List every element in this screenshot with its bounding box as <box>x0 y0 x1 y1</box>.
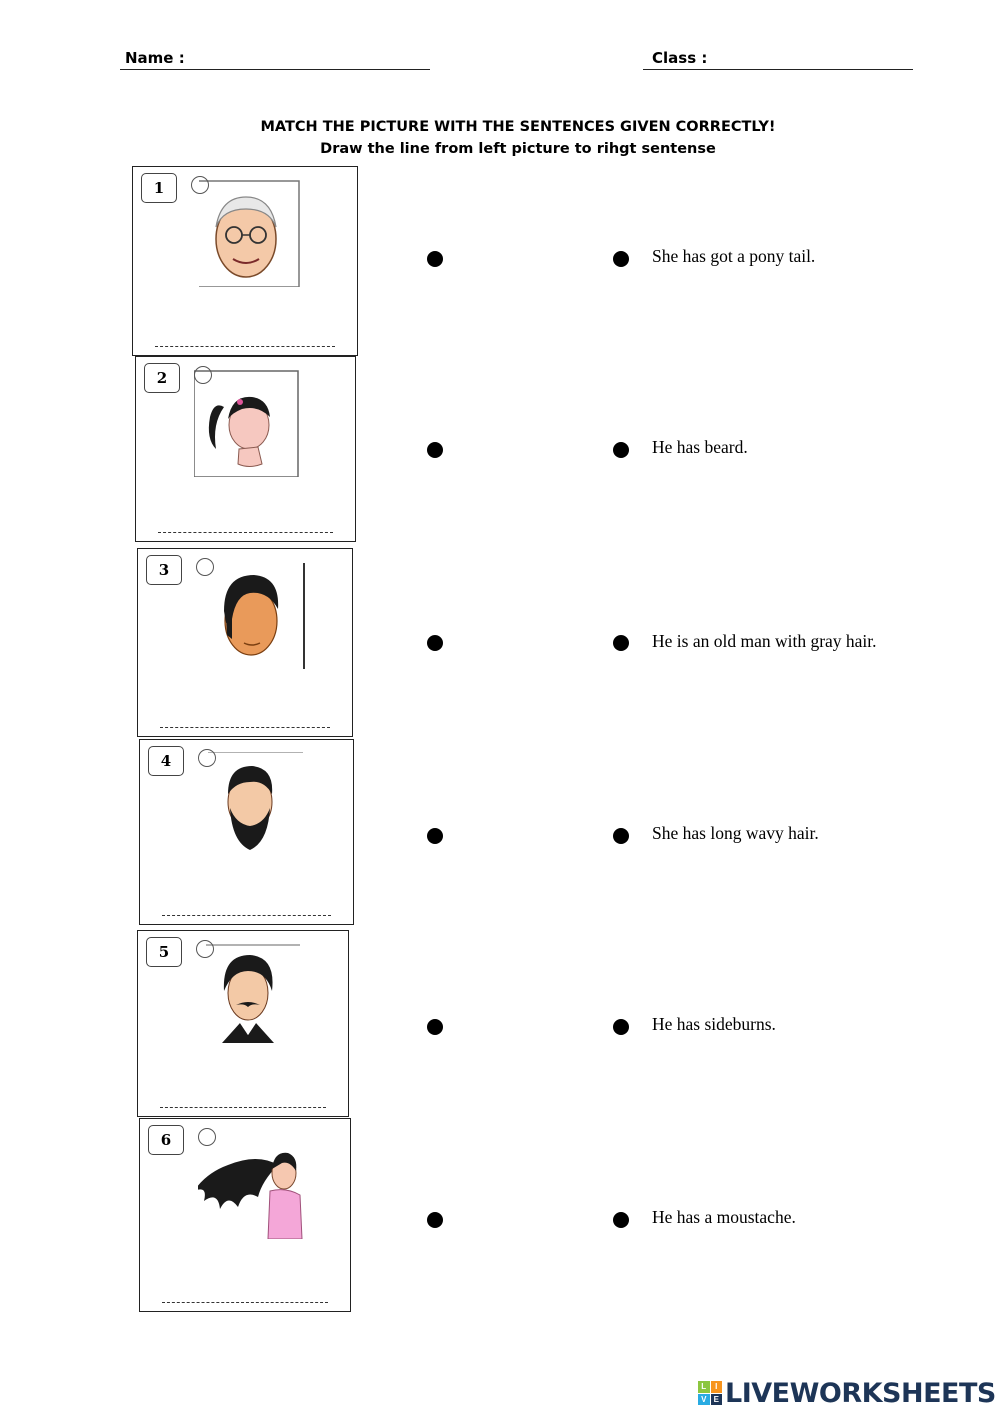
right-match-dot-6[interactable] <box>613 1212 629 1228</box>
picture-card-5 <box>137 930 349 1117</box>
sentence-3: He is an old man with gray hair. <box>652 631 877 651</box>
sentence-1: She has got a pony tail. <box>652 246 816 266</box>
answer-circle[interactable] <box>191 176 209 194</box>
right-match-dot-5[interactable] <box>613 1019 629 1035</box>
answer-blank[interactable] <box>155 346 335 347</box>
left-match-dot-5[interactable] <box>427 1019 443 1035</box>
picture-number: 5 <box>146 937 182 967</box>
instruction-subtitle: Draw the line from left picture to rihgt sentense <box>320 141 716 157</box>
right-match-dot-3[interactable] <box>613 635 629 651</box>
left-match-dot-6[interactable] <box>427 1212 443 1228</box>
picture-number: 1 <box>141 173 177 203</box>
sentence-6: He has a moustache. <box>652 1207 796 1227</box>
left-match-dot-4[interactable] <box>427 828 443 844</box>
answer-blank[interactable] <box>162 915 331 916</box>
left-match-dot-1[interactable] <box>427 251 443 267</box>
name-field[interactable] <box>120 69 430 70</box>
answer-blank[interactable] <box>162 1302 328 1303</box>
liveworksheets-mark-icon: L I V E <box>698 1381 722 1405</box>
answer-blank[interactable] <box>158 532 333 533</box>
class-field[interactable] <box>643 69 913 70</box>
man-moustache-icon <box>196 943 306 1051</box>
answer-circle[interactable] <box>194 366 212 384</box>
logo-text: LIVEWORKSHEETS <box>725 1377 996 1409</box>
picture-card-6 <box>139 1118 351 1312</box>
woman-long-wavy-hair-icon <box>198 1131 308 1239</box>
right-match-dot-2[interactable] <box>613 442 629 458</box>
picture-card-4 <box>139 739 354 925</box>
right-match-dot-4[interactable] <box>613 828 629 844</box>
answer-blank[interactable] <box>160 727 330 728</box>
picture-number: 3 <box>146 555 182 585</box>
name-label: Name : <box>125 49 185 67</box>
picture-number: 6 <box>148 1125 184 1155</box>
man-sideburns-icon <box>196 561 306 669</box>
instruction-title: MATCH THE PICTURE WITH THE SENTENCES GIVEN CORRECTLY! <box>260 119 776 135</box>
picture-number: 2 <box>144 363 180 393</box>
old-man-gray-hair-glasses-icon <box>191 179 301 287</box>
sentence-2: He has beard. <box>652 437 748 457</box>
left-match-dot-3[interactable] <box>427 635 443 651</box>
right-match-dot-1[interactable] <box>613 251 629 267</box>
answer-circle[interactable] <box>196 558 214 576</box>
answer-circle[interactable] <box>198 749 216 767</box>
picture-card-1 <box>132 166 358 356</box>
liveworksheets-logo <box>698 1376 996 1410</box>
answer-circle[interactable] <box>196 940 214 958</box>
sentence-5: He has sideburns. <box>652 1014 776 1034</box>
picture-card-2 <box>135 356 356 542</box>
answer-circle[interactable] <box>198 1128 216 1146</box>
left-match-dot-2[interactable] <box>427 442 443 458</box>
answer-blank[interactable] <box>160 1107 326 1108</box>
man-beard-icon <box>198 752 308 860</box>
girl-pony-tail-icon <box>194 369 304 477</box>
picture-number: 4 <box>148 746 184 776</box>
sentence-4: She has long wavy hair. <box>652 823 819 843</box>
class-label: Class : <box>652 49 708 67</box>
picture-card-3 <box>137 548 353 737</box>
